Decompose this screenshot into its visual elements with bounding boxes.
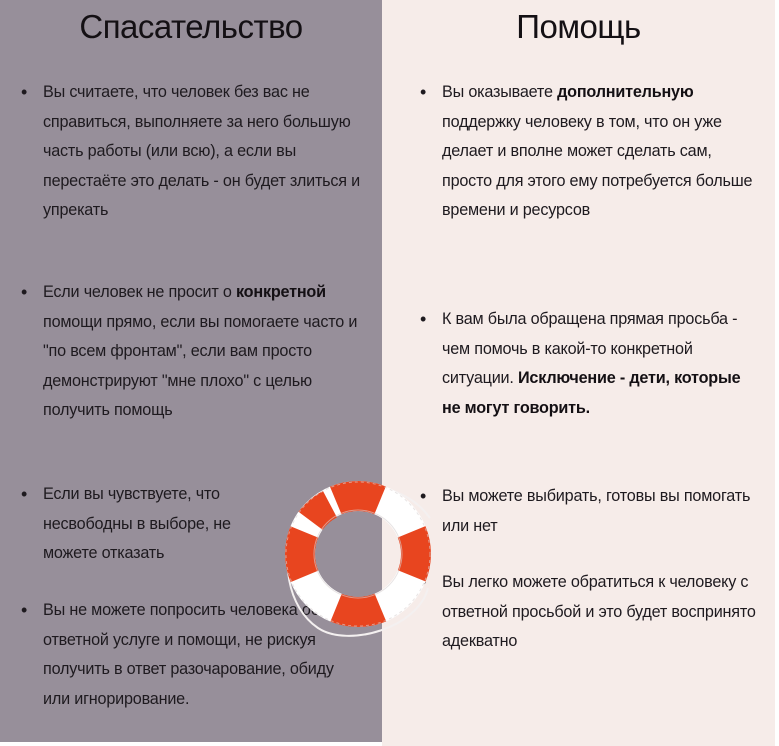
bullet: • [420,486,427,506]
help-item-3: • Вы можете выбирать, готовы вы помогать или нет [442,482,762,541]
bullet: • [21,484,28,504]
rescuing-title: Спасательство [79,8,303,45]
bullet: • [420,82,427,102]
help-panel [382,0,775,746]
rescuing-item-1: • Вы считаете, что человек без вас не справиться, выполняете за него большую часть работы (или всю), а если вы перестаёте это делать - он будет злиться и упрекать [43,78,363,226]
help-item-4: • Вы легко можете обратиться к человеку с ответной просьбой и это будет воспринято адекватно [442,568,762,657]
help-title: Помощь [516,8,641,45]
bullet: • [420,572,427,592]
bullet: • [21,600,28,620]
help-item-2: • К вам была обращена прямая просьба - чем помочь в какой-то конкретной ситуации. Исключение - дети, которые не могут говорить. [442,305,762,423]
rescuing-item-2: • Если человек не просит о конкретной помощи прямо, если вы помогаете часто и "по всем фронтам", если вам просто демонстрируют "мне плохо" с целью получить помощь [43,278,363,426]
lifebuoy-icon [278,478,438,638]
bullet: • [420,309,427,329]
bullet: • [21,282,28,302]
bullet: • [21,82,28,102]
help-item-1: • Вы оказываете дополнительную поддержку человеку в том, что он уже делает и вполне может сделать сам, просто для этого ему потребуется больше времени и ресурсов [442,78,762,226]
rescuing-item-3: • Если вы чувствуете, что несвободны в выборе, не можете отказать [43,480,288,569]
rescuing-item-4: • Вы не можете попросить человека об ответной услуге и помощи, не рискуя получить в ответ разочарование, обиду или игнорирование. [43,596,363,714]
